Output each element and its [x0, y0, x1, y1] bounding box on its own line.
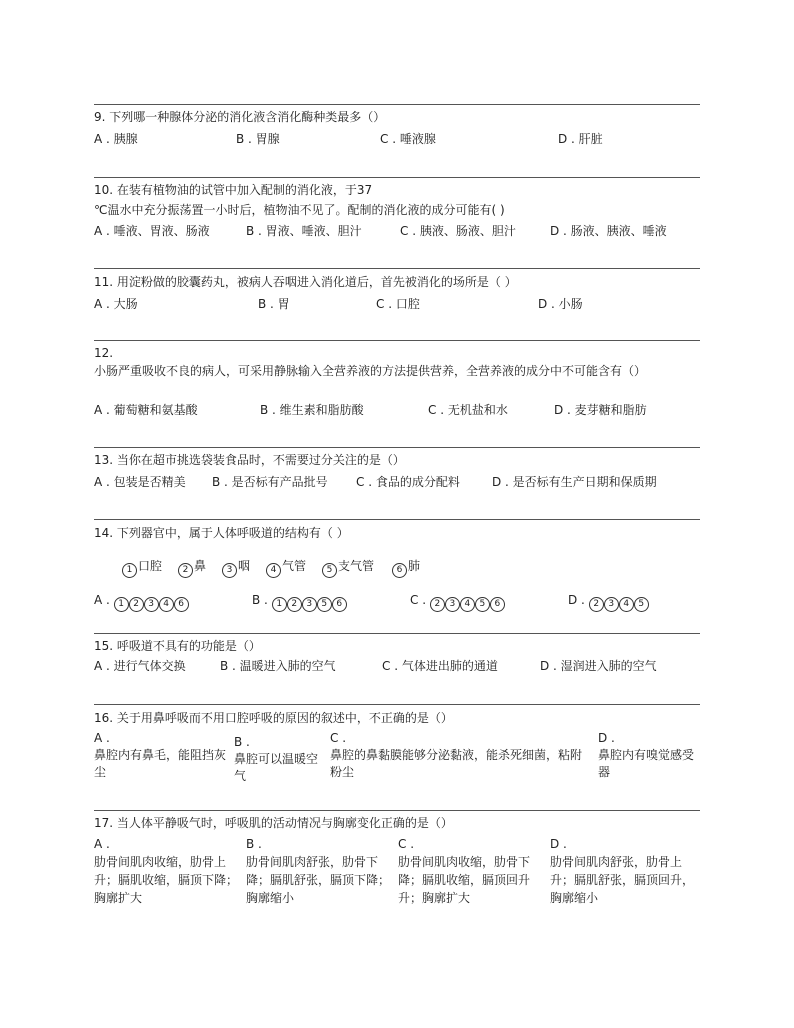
question-divider: [94, 177, 700, 178]
question-17-option-a[interactable]: A . 肋骨间肌肉收缩，肋骨上升；膈肌收缩，膈顶下降；胸廓扩大: [94, 837, 239, 905]
question-12-option-c[interactable]: C . 无机盐和水: [428, 403, 508, 417]
question-16-option-b[interactable]: B . 鼻腔可以温暖空气: [234, 735, 319, 783]
question-10-stem-line1: 10. 在装有植物油的试管中加入配制的消化液，于37: [94, 183, 373, 197]
circled-number-icon: 5: [317, 597, 332, 612]
question-13-option-d[interactable]: D . 是否标有生产日期和保质期: [492, 475, 657, 489]
question-11-option-a[interactable]: A . 大肠: [94, 297, 138, 311]
question-12-option-d[interactable]: D . 麦芽糖和脂肪: [554, 403, 647, 417]
question-12-stem-line2: 小肠严重吸收不良的病人，可采用静脉输入全营养液的方法提供营养，全营养液的成分中不可能含有（）: [94, 364, 647, 378]
organ-item-3: 3 咽: [222, 558, 250, 578]
question-14-option-a[interactable]: A . 1 2 3 4 6: [94, 592, 189, 612]
circled-number-icon: 1: [272, 597, 287, 612]
question-17-stem: 17. 当人体平静吸气时，呼吸肌的活动情况与胸廓变化正确的是（）: [94, 816, 453, 830]
question-divider: [94, 519, 700, 520]
circled-number-icon: 2: [589, 597, 604, 612]
circled-number-icon: 4: [619, 597, 634, 612]
question-12-stem-line1: 12.: [94, 346, 114, 360]
question-15-stem: 15. 呼吸道不具有的功能是（）: [94, 639, 261, 653]
circled-number-icon: 5: [634, 597, 649, 612]
question-10-option-b[interactable]: B . 胃液、唾液、胆汁: [246, 224, 362, 238]
organ-item-2: 2 鼻: [178, 558, 206, 578]
question-17-option-c[interactable]: C . 肋骨间肌肉收缩，肋骨下降；膈肌收缩，膈顶回升升；胸廓扩大: [398, 837, 531, 905]
question-14-option-c[interactable]: C . 2 3 4 5 6: [410, 592, 505, 612]
circled-number-icon: 6: [490, 597, 505, 612]
question-16-option-a[interactable]: A . 鼻腔内有鼻毛，能阻挡灰尘: [94, 731, 227, 779]
circled-number-icon: 3: [604, 597, 619, 612]
organ-item-5: 5 支气管: [322, 558, 374, 578]
question-14-option-b[interactable]: B . 1 2 3 5 6: [252, 592, 347, 612]
circled-number-icon: 5: [475, 597, 490, 612]
circled-number-icon: 3: [302, 597, 317, 612]
question-12-option-b[interactable]: B . 维生素和脂肪酸: [260, 403, 364, 417]
question-11-option-d[interactable]: D . 小肠: [538, 297, 583, 311]
question-16-option-d[interactable]: D . 鼻腔内有嗅觉感受器: [598, 731, 695, 779]
question-9-stem: 9. 下列哪一种腺体分泌的消化液含消化酶种类最多（）: [94, 110, 386, 124]
question-divider: [94, 104, 700, 105]
question-divider: [94, 810, 700, 811]
circled-number-icon: 5: [322, 563, 337, 578]
question-15-option-c[interactable]: C . 气体进出肺的通道: [382, 659, 498, 673]
question-15-option-d[interactable]: D . 湿润进入肺的空气: [540, 659, 657, 673]
organ-item-1: 1 口腔: [122, 558, 162, 578]
question-15-option-a[interactable]: A . 进行气体交换: [94, 659, 186, 673]
question-14-option-d[interactable]: D . 2 3 4 5: [568, 592, 649, 612]
circled-number-icon: 1: [122, 563, 137, 578]
circled-number-icon: 4: [460, 597, 475, 612]
question-14-stem: 14. 下列器官中，属于人体呼吸道的结构有（ ）: [94, 526, 349, 540]
question-15-option-b[interactable]: B . 温暖进入肺的空气: [220, 659, 336, 673]
question-9-option-d[interactable]: D . 肝脏: [558, 132, 603, 146]
circled-number-icon: 3: [445, 597, 460, 612]
circled-number-icon: 6: [174, 597, 189, 612]
circled-number-icon: 3: [222, 563, 237, 578]
question-13-option-a[interactable]: A . 包装是否精美: [94, 475, 186, 489]
question-17-option-d[interactable]: D . 肋骨间肌肉舒张，肋骨上升；膈肌舒张，膈顶回升，胸廓缩小: [550, 837, 695, 905]
circled-number-icon: 6: [332, 597, 347, 612]
question-9-option-b[interactable]: B . 胃腺: [236, 132, 280, 146]
question-11-stem: 11. 用淀粉做的胶囊药丸，被病人吞咽进入消化道后，首先被消化的场所是（ ）: [94, 275, 517, 289]
circled-number-icon: 2: [430, 597, 445, 612]
question-10-option-c[interactable]: C . 胰液、肠液、胆汁: [400, 224, 516, 238]
question-9-option-c[interactable]: C . 唾液腺: [380, 132, 436, 146]
question-16-stem: 16. 关于用鼻呼吸而不用口腔呼吸的原因的叙述中，不正确的是（）: [94, 711, 453, 725]
organ-item-4: 4 气管: [266, 558, 306, 578]
question-9-option-a[interactable]: A . 胰腺: [94, 132, 138, 146]
question-10-option-d[interactable]: D . 肠液、胰液、唾液: [550, 224, 667, 238]
circled-number-icon: 3: [144, 597, 159, 612]
circled-number-icon: 2: [178, 563, 193, 578]
question-10-option-a[interactable]: A . 唾液、胃液、肠液: [94, 224, 210, 238]
question-14-organ-list: [122, 558, 682, 576]
organ-item-6: 6 肺: [392, 558, 420, 578]
question-divider: [94, 268, 700, 269]
question-divider: [94, 704, 700, 705]
circled-number-icon: 1: [114, 597, 129, 612]
question-10-stem-line2: ℃温水中充分振荡置一小时后，植物油不见了。配制的消化液的成分可能有( ): [94, 203, 505, 217]
question-divider: [94, 340, 700, 341]
question-12-option-a[interactable]: A . 葡萄糖和氨基酸: [94, 403, 198, 417]
question-divider: [94, 633, 700, 634]
question-11-option-c[interactable]: C . 口腔: [376, 297, 420, 311]
question-17-option-b[interactable]: B . 肋骨间肌肉舒张，肋骨下降；膈肌舒张，膈顶下降；胸廓缩小: [246, 837, 391, 905]
circled-number-icon: 4: [159, 597, 174, 612]
question-divider: [94, 447, 700, 448]
question-13-option-c[interactable]: C . 食品的成分配料: [356, 475, 460, 489]
question-11-option-b[interactable]: B . 胃: [258, 297, 290, 311]
circled-number-icon: 2: [287, 597, 302, 612]
question-13-stem: 13. 当你在超市挑选袋装食品时，不需要过分关注的是（）: [94, 453, 405, 467]
circled-number-icon: 2: [129, 597, 144, 612]
question-13-option-b[interactable]: B . 是否标有产品批号: [212, 475, 328, 489]
question-16-option-c[interactable]: C . 鼻腔的鼻黏膜能够分泌黏液，能杀死细菌，粘附粉尘: [330, 731, 583, 779]
circled-number-icon: 4: [266, 563, 281, 578]
circled-number-icon: 6: [392, 563, 407, 578]
